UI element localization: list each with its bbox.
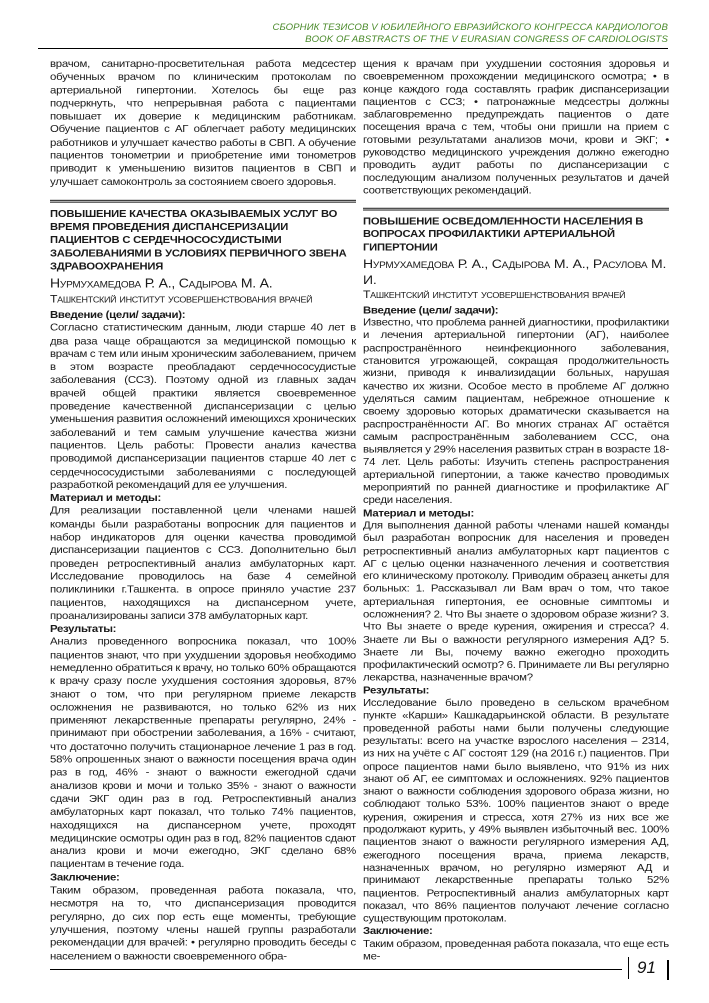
- conclusion-heading: Заключение:: [363, 926, 433, 937]
- page-number: 91: [628, 957, 656, 979]
- running-header-ru: СБОРНИК ТЕЗИСОВ V ЮБИЛЕЙНОГО ЕВРАЗИЙСКОГО КОНГРЕССА КАРДИОЛОГОВ: [272, 22, 668, 33]
- intro-heading: Введение (цели/ задачи):: [50, 309, 186, 321]
- methods-text: Для реализации поставленной цели членами нашей команды были разработаны вопросник для пациентов и набор индикаторов для оценки качества проводимой диспансеризации пациентов с ССЗ. Дополнительно был проведен ретроспективный анализ амбулаторных карт. Исследование проводилось на базе 4 семейной поликлиники г.Ташкента. в опросе приняло участие 237 пациентов, находящихся на диспансерном учете, проанализированы записи 378 амбулаторных карт.: [50, 505, 356, 622]
- abstract-title: ПОВЫШЕНИЕ КАЧЕСТВА ОКАЗЫВАЕМЫХ УСЛУГ ВО ВРЕМЯ ПРОВЕДЕНИЯ ДИСПАНСЕРИЗАЦИИ ПАЦИЕНТОВ С СЕРДЕЧНОСОСУДИСТЫМИ ЗАБОЛЕВАНИЯМИ В УСЛОВИЯХ ПЕРВИЧНОГО ЗВЕНА ЗДРАВООХРАНЕНИЯ: [50, 208, 347, 272]
- continued-text: врачом, санитарно-просветительная работа медсестер обученных врачом по клиническим протоколам по артериальной гипертонии. Хотелось бы еще раз подчеркнуть, что непрерывная работа с пациентами повышает их доверие к медицинским работникам. Обучение пациентов с АГ облегчает работу медицинских работников и улучшает качество работы в СВП. А обучение пациентов тонометрии и приобретение ими тонометров приводит к уменьшению визитов пациентов в СВП и улучшает самоконтроль за состоянием своего здоровья.: [50, 58, 356, 188]
- methods-heading: Материал и методы:: [50, 492, 161, 504]
- conclusion-heading: Заключение:: [50, 872, 120, 884]
- conclusion-text: Таким образом, проведенная работа показала, что, несмотря на то, что диспансеризация проводится регулярно, до сих пор есть еще моменты, требующие улучшения, поэтому члены нашей группы разработали рекомендации для врачей: • регулярно проводить беседы с населением о важности своевременного обра-: [50, 885, 356, 962]
- abstract-right: [363, 216, 669, 963]
- conclusion-text: Таким образом, проведенная работа показала, что еще есть ме-: [363, 938, 669, 963]
- results-heading: Результаты:: [363, 685, 430, 697]
- abstract-left: [50, 208, 356, 963]
- page-number-bar: [667, 960, 669, 980]
- intro-text: Согласно статистическим данным, люди старше 40 лет в два раза чаще обращаются за медицинской помощью к врачам с тем или иным хроническим заболеванием, причем в этом возрасте преобладают сердечнососудистые заболевания (ССЗ). Поэтому одной из главных задач врачей общей практики является своевременное проведение качественной диспансеризации с целью уменьшения развития осложнений имеющихся хронических заболеваний и тем самым улучшение качества жизни пациентов. Цель работы: Провести анализ качества проводимой диспансеризации пациентов старше 40 лет с сердечнососудистыми заболеваниями с последующей разработкой рекомендаций для ее улучшения.: [50, 322, 356, 491]
- left-column: [50, 58, 356, 963]
- section-divider: [363, 208, 669, 211]
- running-header-en: BOOK OF ABSTRACTS OF THE V EURASIAN CONGRESS OF CARDIOLOGISTS: [305, 34, 668, 45]
- results-heading: Результаты:: [50, 623, 117, 635]
- continued-text: щения к врачам при ухудшении состояния здоровья и своевременном прохождении медицинского осмотра; • в конце каждого года составлять график диспансеризации пациентов с ССЗ; • патронажные медсестры должны заблаговременно предупреждать пациентов о дате посещения врача с тем, чтобы они пришли на прием с готовыми результатами анализов мочи, крови и ЭКГ; • руководство медицинского учреждения должно ежегодно проводить аудит работы по диспансеризации с последующим анализом полученных результатов и дачей соответствующих рекомендаций.: [363, 58, 669, 197]
- methods-text: Для выполнения данной работы членами нашей команды был разработан вопросник для населения и проведен ретроспективный анализ амбулаторных карт пациентов с АГ с целью оценки назначенного лечения и соответствия его клиническому протоколу. Приводим образец анкеты для больных: 1. Рассказывал ли Вам врач о том, что такое артериальная гипертония, ее основные симптомы и осложнения? 2. Что Вы знаете о здоровом образе жизни? 3. Что Вы знаете о вреде курения, ожирения и стресса? 4. Знаете ли Вы о важности регулярного измерения АД? 5. Знаете ли Вы, почему важно ежегодно проходить профилактический осмотр? 6. Принимаете ли Вы регулярно лекарства, назначенные врачом?: [363, 520, 669, 684]
- abstract-institution: Ташкентский институт усовершенствования врачей: [50, 292, 313, 306]
- header-rule: [38, 48, 668, 49]
- section-divider: [50, 200, 356, 203]
- intro-text: Известно, что проблема ранней диагностики, профилактики и лечения артериальной гипертонии (АГ), наиболее распространённого неинфекционного заболевания, становится угрожающей, сокращая продолжительность жизни, приводя к инвализидации больных, нарушая качество их жизни. Особое место в проблеме АГ должно уделяться самим пациентам, небрежное отношение к своему здоровью которых драматически сказывается на распространённости АГ. Во многих странах АГ остаётся самым распространённым заболеванием ССС, она выявляется у 29% населения развитых стран в возрасте 18-74 лет. Цель работы: Изучить степень распространения артериальной гипертонии, а также качество проводимых мероприятий по ранней диагностике и профилактике АГ среди населения.: [363, 317, 669, 506]
- results-text: Анализ проведенного вопросника показал, что 100% пациентов знают, что при ухудшении здоровья необходимо немедленно обратиться к врачу, но только 60% обращаются к врачу сразу после ухудшения состояния здоровья, 87% знают о том, что при регулярном приеме лекарств осложнения не развиваются, но только 62% из них применяют лекарственные препараты регулярно, 24% - принимают при обострении заболевания, а 16% - считают, что достаточно получить стационарное лечение 1 раз в год. 58% опрошенных знают о важности посещения врача один раз в год, 46% - знают о важности ежегодной сдачи анализов крови и мочи и только 35% - знают о важности сдачи ЭКГ один раз в год. Ретроспективный анализ амбулаторных карт показал, что только 74% пациентов, находящихся на диспансерном учете, проходят медицинские осмотры один раз в год, 82% пациентов сдают анализ крови и мочи ежегодно, ЭКГ сделано 68% пациентам в течение года.: [50, 636, 356, 871]
- abstract-authors: Нурмухамедова Р. А., Садырова М. А., Расулова М. И.: [363, 256, 667, 287]
- abstract-title: ПОВЫШЕНИЕ ОСВЕДОМЛЕННОСТИ НАСЕЛЕНИЯ В ВОПРОСАХ ПРОФИЛАКТИКИ АРТЕРИАЛЬНОЙ ГИПЕРТОНИИ: [363, 216, 644, 253]
- footer-rule: [50, 969, 622, 970]
- abstract-authors: Нурмухамедова Р. А., Садырова М. А.: [50, 275, 273, 291]
- results-text: Исследование было проведено в сельском врачебном пункте «Карши» Кашкадарьинской области. В результате проведенной работы нами были получены следующие результаты: всего на участке взрослого населения – 2314, из них на учёте с АГ состоят 129 (на 2016 г.) пациентов. При опросе пациентов нами было выявлено, что 91% из них знают об АГ, ее симптомах и осложнениях. 92% пациентов знают о важности соблюдения здорового образа жизни, но соблюдают только 53%. 100% пациентов знают о вреде курения, ожирения и стресса, хотя 27% из них все же продолжают курить, у 49% выявлен избыточный вес. 100% пациентов знают о важности регулярного измерения АД, ежегодного посещения врача, приема лекарств, назначенных врачом, но регулярно измеряют АД и принимают лекарственные препараты только 52% пациентов. Ретроспективный анализ амбулаторных карт показал, что 86% пациентов получают лечение согласно существующим протоколам.: [363, 698, 669, 925]
- intro-heading: Введение (цели/ задачи):: [363, 305, 499, 316]
- running-header: [272, 22, 668, 46]
- methods-heading: Материал и методы:: [363, 507, 474, 519]
- right-column: [363, 58, 669, 963]
- abstract-institution: Ташкентский институт усовершенствования врачей: [363, 288, 626, 301]
